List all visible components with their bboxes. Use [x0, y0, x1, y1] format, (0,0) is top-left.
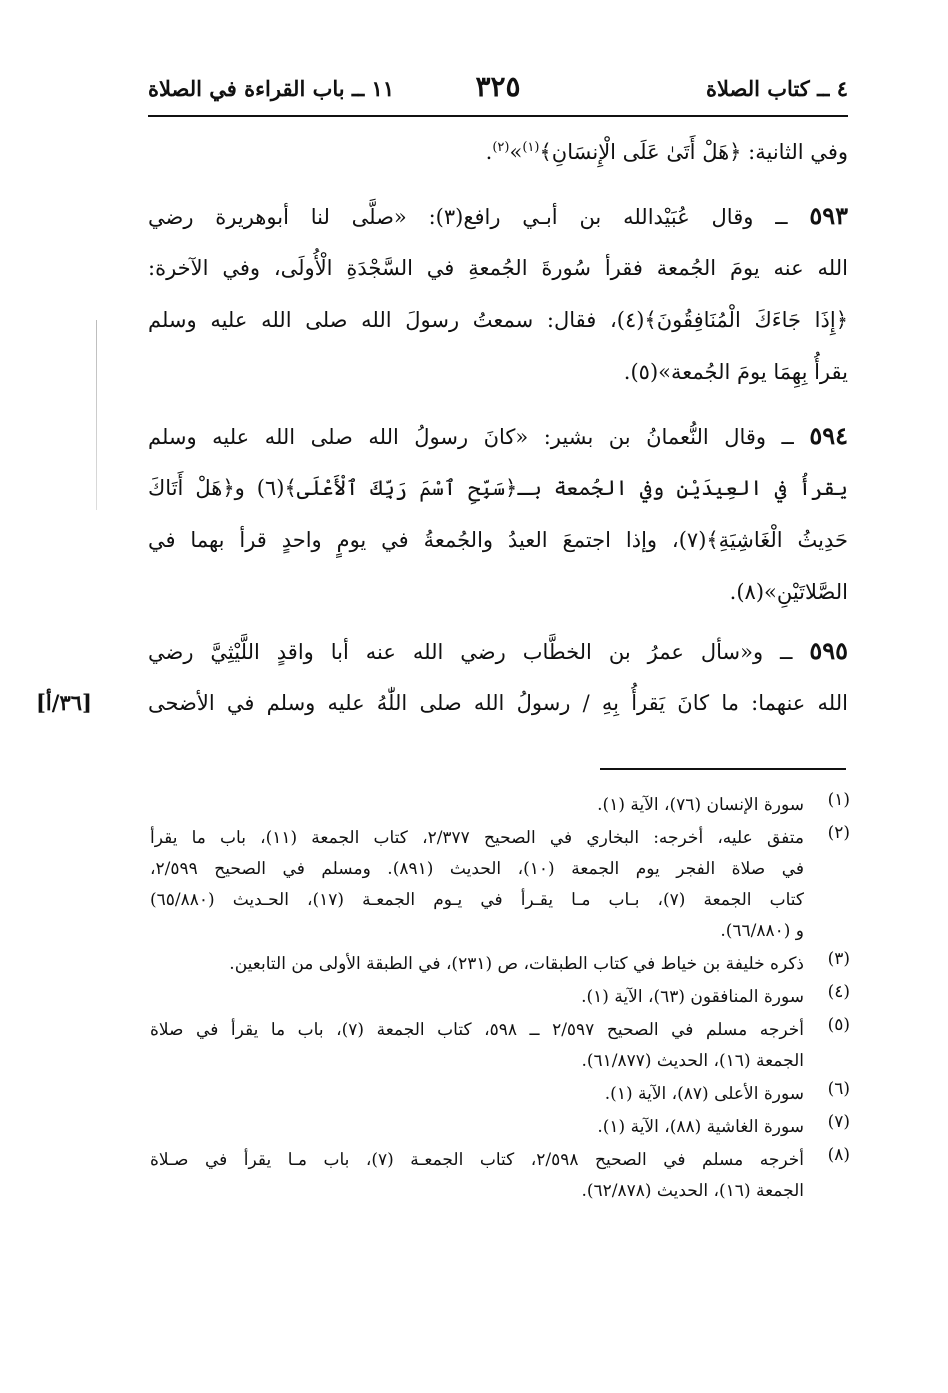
footnotes — [150, 790, 850, 1207]
hadith-593: ٥٩٣ ــ وقال عُبَيْدالله بن أبـي رافع(٣): «صلَّى لنا أبوهريرة رضي الله عنه يومَ الجُمعة فقرأ سُورةَ الجُمعةِ في السَّجْدَةِ الْأُولَى، وفي الآخرة: ﴿إِذَا جَاءَكَ الْمُنَافِقُونَ﴾(٤)، فقال: سمعتُ رسولَ الله صلى الله عليه وسلم يقرأُ بِهِمَا يومَ الجُمعة»(٥). — [148, 201, 848, 384]
footnote-3: (٣) ذكره خليفة بن خياط في كتاب الطبقات، ص (٢٣١)، في الطبقة الأولى من التابعين. — [229, 949, 850, 974]
manuscript-folio-marker: [٣٦/أ] — [36, 690, 92, 715]
continuation-line: وفي الثانية: ﴿هَلْ أَتَىٰ عَلَى الْإِنسَانِ﴾$^{(١)}$»$^{(٢)}$. — [485, 140, 848, 164]
header-book-title: ٤ ــ كتاب الصلاة — [706, 76, 848, 101]
page-number: ٣٢٥ — [475, 70, 521, 103]
header-divider — [148, 115, 848, 117]
footnote-5: (٥) أخرجه مسلم في الصحيح ٢/٥٩٧ ــ ٥٩٨، كتاب الجمعة (٧)، باب ما يقرأ في صلاة الجمعة (١٦)، الحديث (٦١/٨٧٧). — [150, 1015, 850, 1071]
running-header — [148, 70, 848, 114]
footnote-divider — [600, 768, 846, 770]
scan-artifact — [96, 320, 97, 510]
footnote-7: (٧) سورة الغاشية (٨٨)، الآية (١). — [597, 1112, 850, 1137]
footnote-ref: (٢) — [492, 140, 510, 155]
hadith-594: ٥٩٤ ــ وقال النُّعمانُ بن بشير: «كانَ رسولُ الله صلى الله عليه وسلم يقرأُ في العِيدَيْنِ وفي الجُمعة بـ﴿سَبِّحِ ٱسْمَ رَبِّكَ ٱلْأَعْلَى﴾(٦) و﴿هَلْ أَتَاكَ حَدِيثُ الْغَاشِيَةِ﴾(٧)، وإذا اجتمعَ العيدُ والجُمعةُ في يومٍ واحدٍ قرأ بهما في الصَّلاتَيْنِ»(٨). — [148, 421, 848, 604]
footnote-ref: (١) — [522, 140, 540, 155]
footnote-4: (٤) سورة المنافقون (٦٣)، الآية (١). — [581, 982, 850, 1007]
footnote-6: (٦) سورة الأعلى (٨٧)، الآية (١). — [604, 1079, 850, 1104]
hadith-number: ٥٩٣ — [809, 201, 848, 230]
footnote-8: (٨) أخرجه مسلم في الصحيح ٢/٥٩٨، كتاب الجمعـة (٧)، باب مـا يقرأ في صـلاة الجمعة (١٦)، الحديث (٦٢/٨٧٨). — [150, 1145, 850, 1201]
hadith-595: ٥٩٥ ــ و«سأل عمرُ بن الخطَّاب رضي الله عنه أبا واقدٍ اللَّيْثِيَّ رضي الله عنهما: ما كانَ يَقرأُ بِهِ / رسولُ الله صلى اللّٰهُ عليه وسلم في الأضحى — [148, 636, 848, 715]
header-chapter-title: ١١ ــ باب القراءة في الصلاة — [148, 76, 395, 101]
footnote-2: (٢) متفق عليه، أخرجه: البخاري في الصحيح ٢/٣٧٧، كتاب الجمعة (١١)، باب ما يقرأ في صلاة الفجر يوم الجمعة (١٠)، الحديث (٨٩١). ومسلم في الصحيح ٢/٥٩٩، كتاب الجمعة (٧)، بـاب مـا يقـرأ في يـوم الجمعـة (١٧)، الحـديث (٦٥/٨٨٠) و (٦٦/٨٨٠). — [150, 823, 850, 941]
hadith-number: ٥٩٥ — [809, 636, 848, 665]
hadith-number: ٥٩٤ — [809, 421, 848, 450]
footnote-1: (١) سورة الإنسان (٧٦)، الآية (١). — [597, 790, 850, 815]
